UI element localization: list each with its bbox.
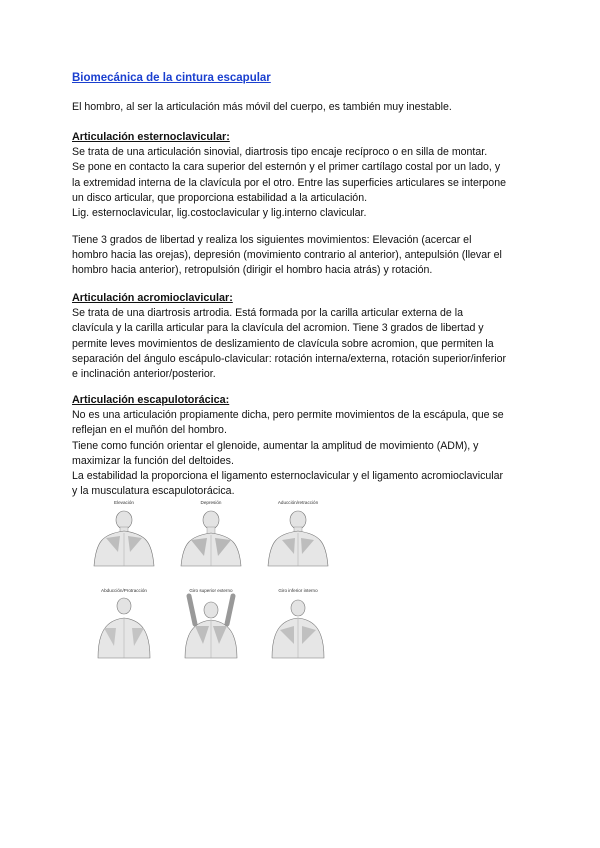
section-escapulotoracica bbox=[72, 393, 532, 499]
section-esternoclavicular bbox=[72, 130, 532, 221]
text-line: e inclinación anterior/posterior. bbox=[72, 368, 216, 381]
text-line: hombro hacia anterior), retropulsión (dirigir el hombro hacia atrás) y rotación. bbox=[72, 264, 433, 277]
text-line: Se trata de una articulación sinovial, diartrosis tipo encaje recíproco o en silla de montar. bbox=[72, 146, 488, 159]
back-illustration bbox=[171, 588, 251, 666]
text-line: clavícula y la carilla articular para la clavícula del acromion. Tiene 3 grados de libertad y bbox=[72, 322, 484, 335]
page-title-link[interactable]: Biomecánica de la cintura escapular bbox=[72, 72, 271, 84]
text-line: Lig. esternoclavicular, lig.costoclavicular y lig.interno clavicular. bbox=[72, 207, 367, 220]
figure-caption: Aducción/retracción bbox=[277, 500, 319, 505]
figure-panel-protraction bbox=[84, 588, 164, 666]
back-illustration bbox=[258, 588, 338, 666]
text-line: Tiene 3 grados de libertad y realiza los siguientes movimientos: Elevación (acercar el bbox=[72, 234, 472, 246]
back-illustration bbox=[171, 500, 251, 578]
figure-caption: Elevación bbox=[114, 500, 134, 505]
figure-caption: Depresión bbox=[200, 500, 222, 505]
figure-caption: Abducción/Protracción bbox=[101, 588, 147, 593]
text-line: Tiene como función orientar el glenoide, aumentar la amplitud de movimiento (ADM), y bbox=[72, 439, 479, 452]
text-line: No es una articulación propiamente dicha, pero permite movimientos de la escápula, que se bbox=[72, 409, 504, 422]
section-acromioclavicular bbox=[72, 291, 532, 382]
intro-paragraph bbox=[72, 100, 532, 115]
text-line: separación del ángulo escápulo-clavicular: rotación interna/externa, rotación superior/inferior bbox=[72, 352, 506, 365]
text-line: reflejan en el muñón del hombro. bbox=[72, 424, 227, 437]
text-line: permite leves movimientos de deslizamiento de clavícula sobre acromion, que permiten la bbox=[72, 337, 494, 350]
back-illustration bbox=[258, 500, 338, 578]
text-line: la extremidad interna de la clavícula por el otro. Entre las superficies articulares se interpone bbox=[72, 176, 506, 189]
section-esternoclavicular-movements bbox=[72, 233, 532, 279]
figure-caption: Giro inferior interno bbox=[278, 588, 318, 593]
text-line: y la musculatura escapulotorácica. bbox=[72, 485, 235, 498]
text-line: La estabilidad la proporciona el ligamento esternoclavicular y el ligamento acromioclavicular bbox=[72, 470, 504, 483]
figure-panel-downward-rotation bbox=[258, 588, 338, 666]
back-illustration bbox=[84, 500, 164, 578]
section-heading: Articulación escapulotorácica: bbox=[72, 394, 230, 406]
text-line: Se trata de una diartrosis artrodia. Está formada por la carilla articular externa de la bbox=[72, 307, 463, 320]
figure-caption: Giro superior externo bbox=[189, 588, 233, 593]
figure-panel-elevation bbox=[84, 500, 164, 578]
text-line: un disco articular, que proporciona estabilidad a la articulación. bbox=[72, 191, 368, 204]
text-line: Se pone en contacto la cara superior del esternón y el primer cartílago costal por un lado, y bbox=[72, 161, 501, 174]
text-line: hombro hacia las orejas), depresión (movimiento contrario al anterior), antepulsión (llevar el bbox=[72, 249, 502, 262]
figure-panel-upward-rotation bbox=[171, 588, 251, 666]
intro-text: El hombro, al ser la articulación más móvil del cuerpo, es también muy inestable. bbox=[72, 101, 452, 113]
figure-panel-depression bbox=[171, 500, 251, 578]
section-heading: Articulación esternoclavicular: bbox=[72, 131, 230, 143]
scapula-movements-figure bbox=[84, 500, 334, 670]
figure-panel-retraction bbox=[258, 500, 338, 578]
section-heading: Articulación acromioclavicular: bbox=[72, 292, 233, 304]
back-illustration bbox=[84, 588, 164, 666]
text-line: maximizar la función del deltoides. bbox=[72, 454, 234, 467]
